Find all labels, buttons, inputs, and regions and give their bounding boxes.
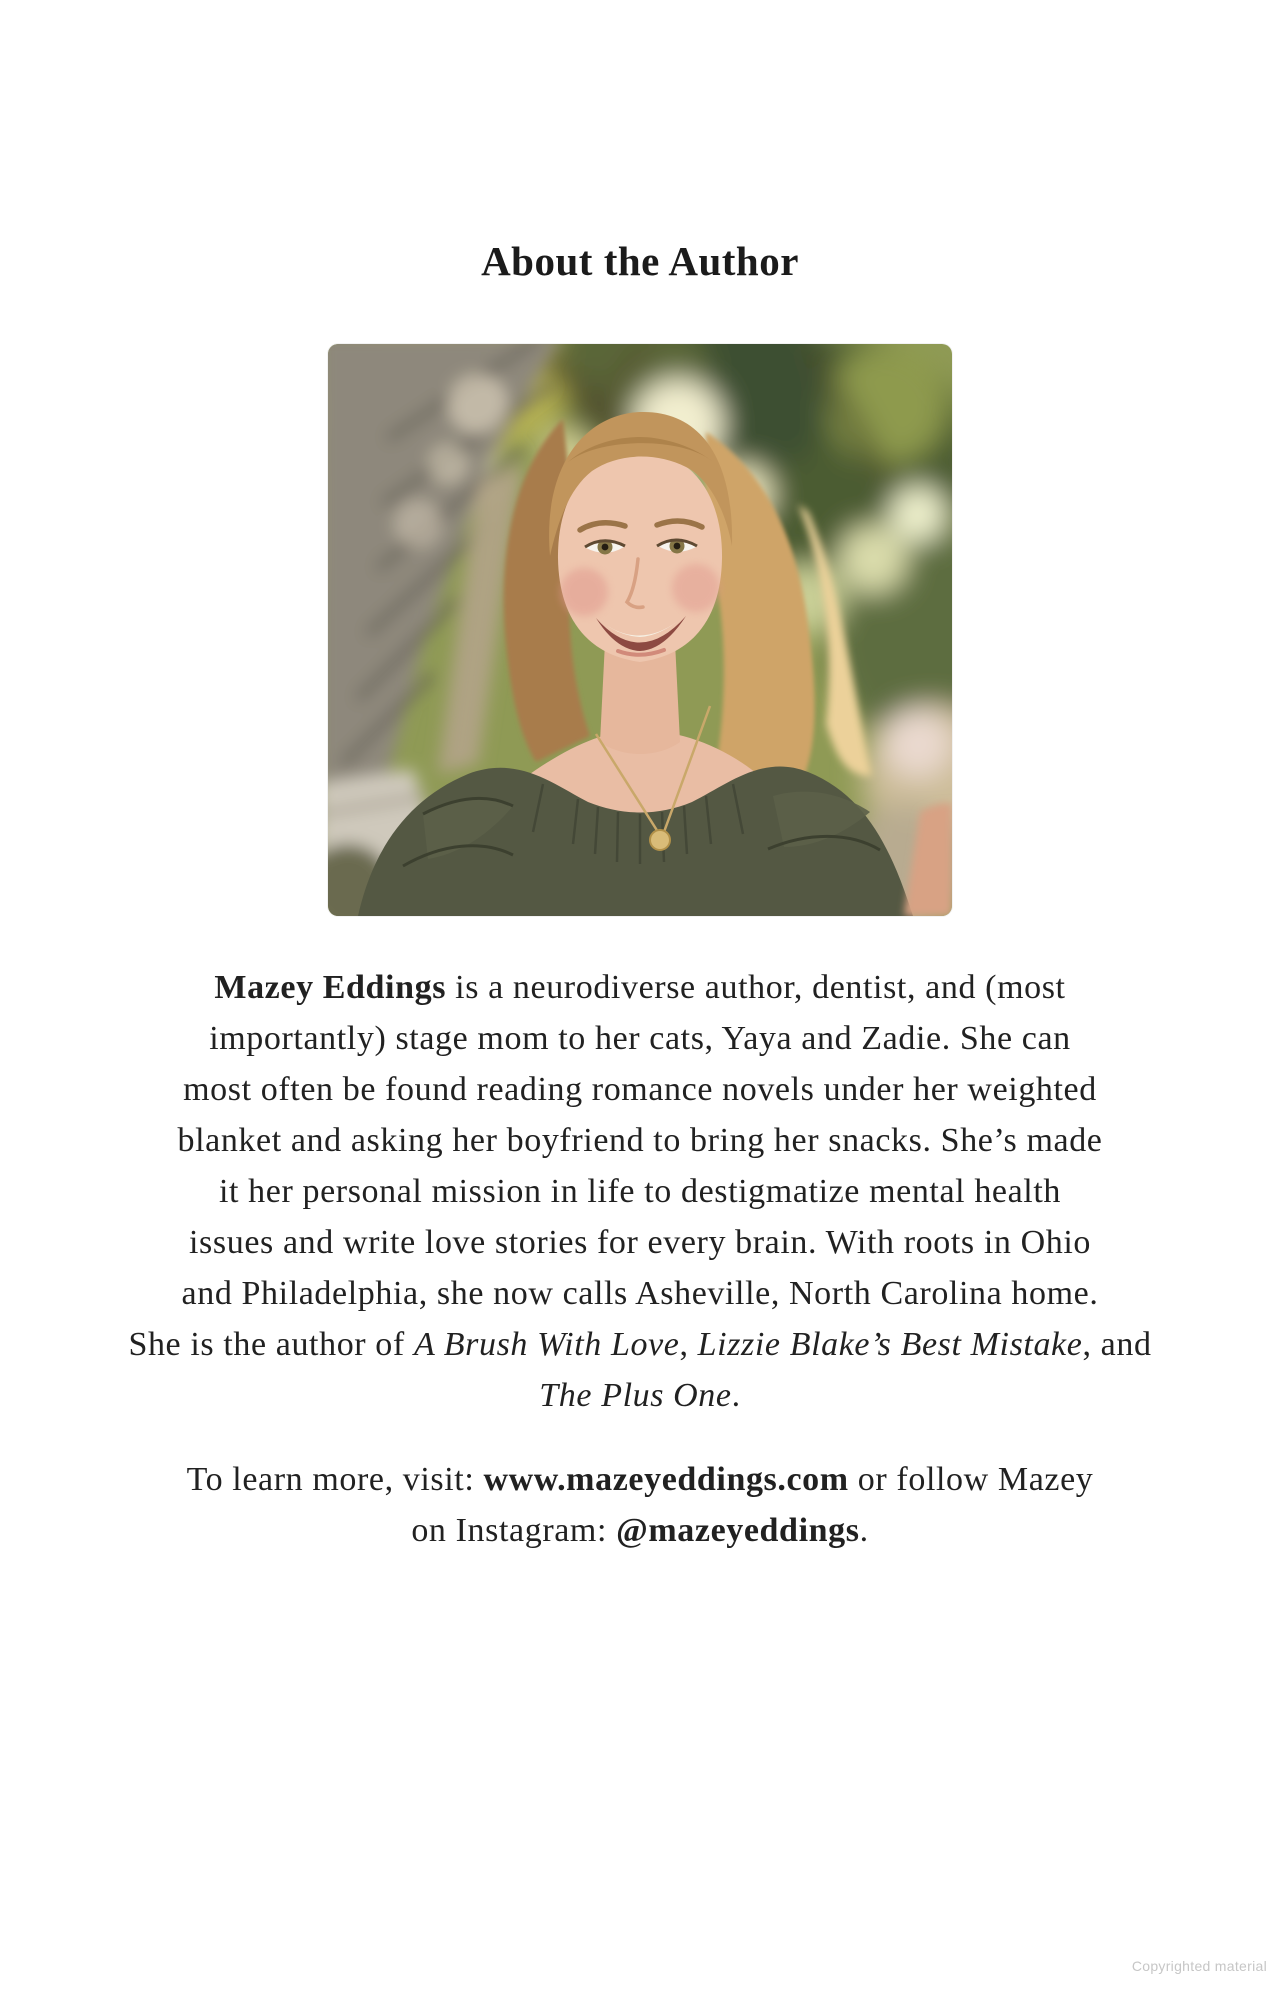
- text-line: [80, 1013, 1200, 1064]
- face: [558, 452, 722, 662]
- text-line: [80, 1166, 1200, 1217]
- text-segment: To learn more, visit:: [186, 1461, 484, 1499]
- text-line: [80, 1370, 1200, 1421]
- text-line: [80, 962, 1200, 1013]
- copyright-watermark: Copyrighted material: [1131, 1958, 1267, 1975]
- author-photo: [328, 344, 952, 916]
- text-segment: www.mazeyeddings.com: [483, 1461, 849, 1499]
- contact-paragraph: [80, 1454, 1200, 1556]
- text-segment: is a neurodiverse author, dentist, and (most: [446, 969, 1066, 1007]
- text-segment: .: [731, 1377, 741, 1415]
- text-line: [80, 1454, 1200, 1505]
- text-segment: .: [859, 1512, 869, 1550]
- text-segment: importantly) stage mom to her cats, Yaya and Zadie. She can: [209, 1020, 1071, 1058]
- text-segment: A Brush With Love: [413, 1326, 680, 1364]
- text-segment: ,: [679, 1326, 698, 1364]
- text-segment: and Philadelphia, she now calls Asheville, North Carolina home.: [181, 1275, 1099, 1313]
- text-segment: blanket and asking her boyfriend to bring her snacks. She’s made: [177, 1122, 1103, 1160]
- text-segment: The Plus One: [539, 1377, 732, 1415]
- text-segment: She is the author of: [128, 1326, 414, 1364]
- text-line: [80, 1115, 1200, 1166]
- text-segment: on Instagram:: [411, 1512, 617, 1550]
- text-segment: or follow Mazey: [848, 1461, 1094, 1499]
- text-segment: Lizzie Blake’s Best Mistake: [697, 1326, 1083, 1364]
- text-segment: most often be found reading romance novels under her weighted: [183, 1071, 1097, 1109]
- bio-paragraph: [80, 962, 1200, 1421]
- text-segment: , and: [1082, 1326, 1152, 1364]
- text-line: [80, 1217, 1200, 1268]
- text-line: [80, 1064, 1200, 1115]
- book-page: [0, 27, 1280, 1975]
- page-title: About the Author: [481, 238, 799, 285]
- text-segment: it her personal mission in life to destigmatize mental health: [218, 1173, 1061, 1211]
- text-segment: issues and write love stories for every brain. With roots in Ohio: [189, 1224, 1091, 1262]
- text-line: [80, 1319, 1200, 1370]
- text-line: [80, 1268, 1200, 1319]
- text-segment: Mazey Eddings: [214, 969, 447, 1007]
- text-segment: @mazeyeddings: [616, 1512, 860, 1550]
- author-photo-illustration: [328, 344, 952, 916]
- text-line: [80, 1505, 1200, 1556]
